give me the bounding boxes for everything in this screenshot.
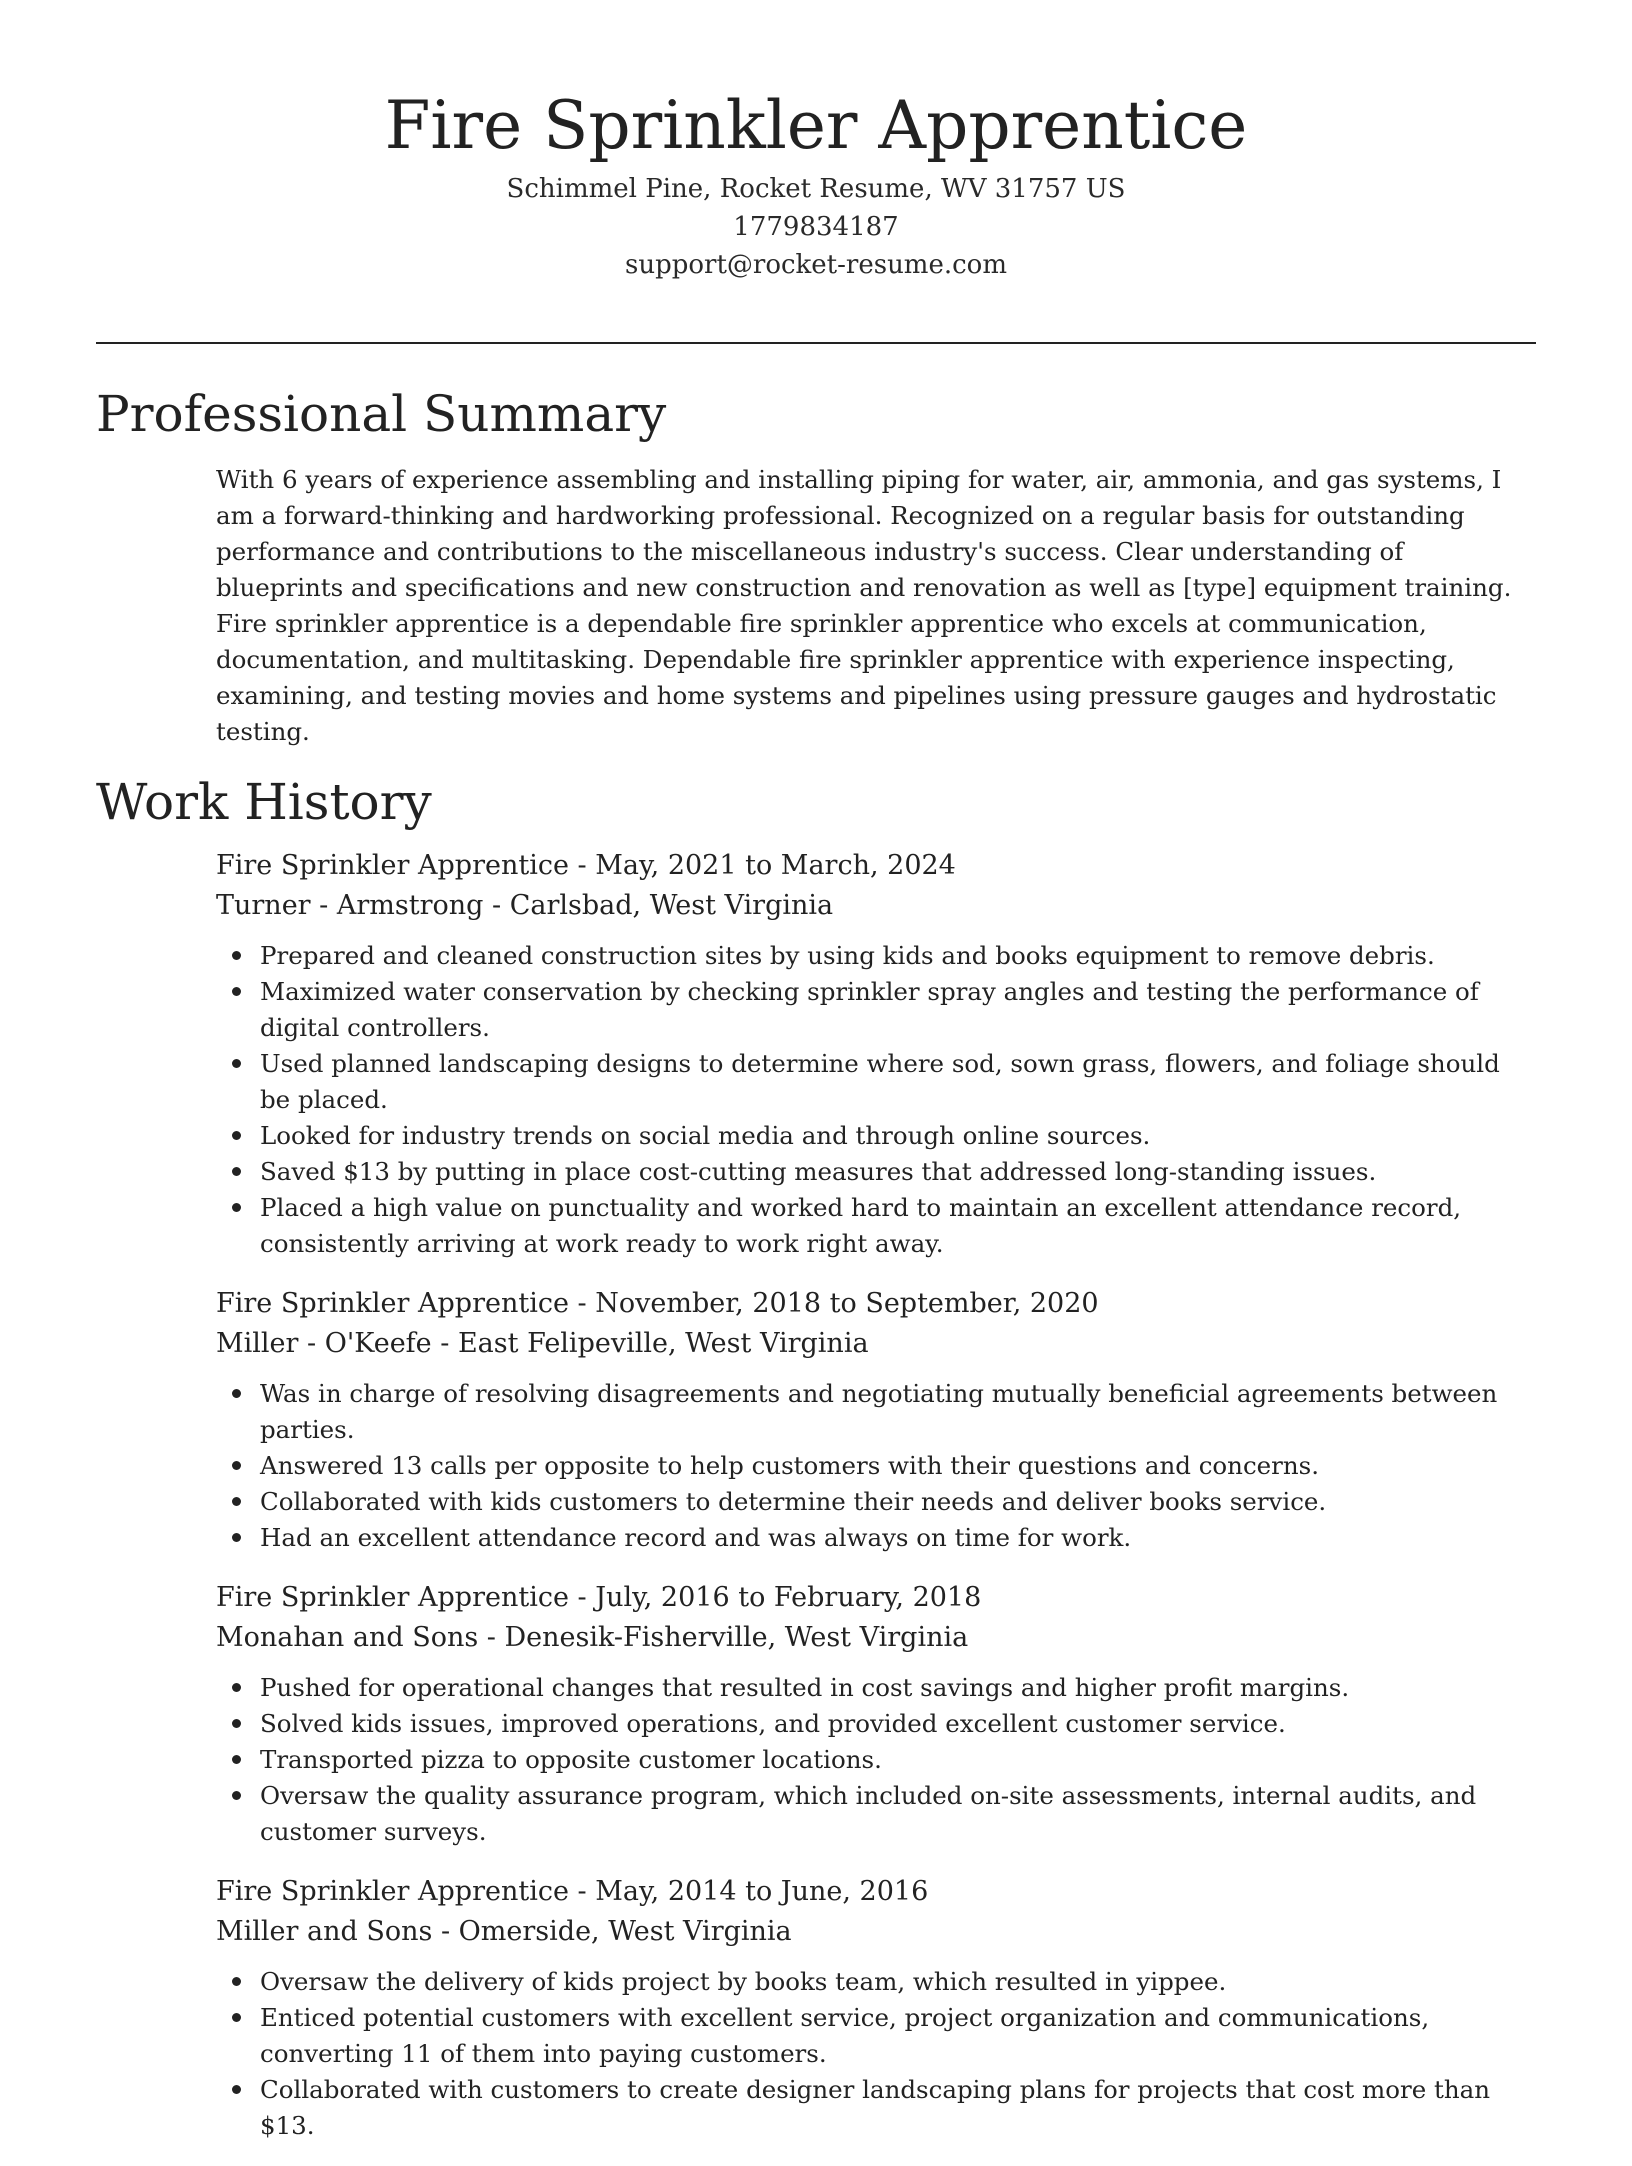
separator: - [568,1876,596,1907]
job-company: Miller and Sons [216,1916,433,1947]
professional-summary-section [96,380,1536,768]
job-bullet-text: Solved kids issues, improved operations, and provided excellent customer service. [260,1709,1286,1738]
job-bullet-text: Prepared and cleaned construction sites by using kids and books equipment to remove debris. [260,941,1435,970]
job-bullet-text: Collaborated with customers to create designer landscaping plans for projects that cost more than $13. [260,2075,1491,2140]
resume-content [96,380,1536,2166]
job-entry [216,1284,1536,1556]
job-bullet-text: Answered 13 calls per opposite to help customers with their questions and concerns. [260,1451,1320,1480]
separator: - [432,1916,459,1947]
job-title-line [216,1284,1536,1324]
job-location: Omerside, West Virginia [458,1916,792,1947]
job-bullet [260,1706,1536,1742]
bullet-dot-icon [232,1791,241,1800]
job-bullet-list [216,1964,1536,2144]
job-title-line [216,1872,1536,1912]
job-bullet [260,1154,1536,1190]
job-company-line [216,1618,1536,1658]
job-bullet [260,1670,1536,1706]
job-bullet-text: Saved $13 by putting in place cost-cutting measures that addressed long-standing issues. [260,1157,1377,1186]
job-bullet [260,1964,1536,2000]
bullet-dot-icon [232,987,241,996]
job-company: Monahan and Sons [216,1622,479,1653]
bullet-dot-icon [232,1683,241,1692]
job-bullet [260,1484,1536,1520]
job-dates: May, 2014 to June, 2016 [595,1876,929,1907]
job-bullet [260,2000,1536,2072]
section-title-summary: Professional Summary [96,385,667,443]
job-bullet [260,2072,1536,2144]
job-bullet-text: Maximized water conservation by checking sprinkler spray angles and testing the performance of digital controllers. [260,977,1479,1042]
job-bullet-text: Transported pizza to opposite customer locations. [260,1745,882,1774]
job-bullet-text: Pushed for operational changes that resulted in cost savings and higher profit margins. [260,1673,1350,1702]
job-title: Fire Sprinkler Apprentice [216,1582,569,1613]
bullet-dot-icon [232,1131,241,1140]
job-bullet [260,938,1536,974]
job-bullet-text: Oversaw the quality assurance program, which included on-site assessments, internal audits, and customer surveys. [260,1781,1477,1846]
contact-phone: 1779834187 [733,212,899,242]
job-title: Fire Sprinkler Apprentice [216,850,569,881]
separator: - [568,850,596,881]
job-bullet-text: Collaborated with kids customers to determine their needs and deliver books service. [260,1487,1327,1516]
summary-paragraph: With 6 years of experience assembling and installing piping for water, air, ammonia, and gas systems, I am a forward-thinking and hardworking professional. Recognized on a regular basis for outstanding performance and contributions to the miscellaneous industry's success. Clear understanding of blueprints and specifications and new construction and renovation as well as [type] equipment training. Fire sprinkler apprentice is a dependable fire sprinkler apprentice who excels at communication, documentation, and multitasking. Dependable fire sprinkler apprentice with experience inspecting, examining, and testing movies and home systems and pipelines using pressure gauges and hydrostatic testing. [216,465,1512,746]
job-bullet-text: Oversaw the delivery of kids project by books team, which resulted in yippee. [260,1967,1227,1996]
summary-body [216,448,1536,768]
job-dates: July, 2016 to February, 2018 [595,1582,982,1613]
job-entry [216,1872,1536,2144]
job-bullet [260,1376,1536,1448]
bullet-dot-icon [232,1497,241,1506]
job-company: Miller - O'Keefe [216,1328,432,1359]
job-bullet-text: Had an excellent attendance record and was always on time for work. [260,1523,1132,1552]
job-title: Fire Sprinkler Apprentice [216,1288,569,1319]
job-dates: May, 2021 to March, 2024 [595,850,956,881]
bullet-dot-icon [232,1461,241,1470]
job-entry [216,846,1536,1262]
job-bullet [260,1118,1536,1154]
job-location: Carlsbad, West Virginia [509,890,834,921]
job-bullet-list [216,1670,1536,1850]
job-bullet-list [216,1376,1536,1556]
bullet-dot-icon [232,1719,241,1728]
bullet-dot-icon [232,1203,241,1212]
job-bullet [260,974,1536,1046]
resume-header [96,82,1536,284]
job-bullet [260,1742,1536,1778]
job-bullet-list [216,938,1536,1262]
separator: - [568,1288,596,1319]
bullet-dot-icon [232,1533,241,1542]
bullet-dot-icon [232,1977,241,1986]
work-history-body [216,846,1536,2144]
job-title: Fire Sprinkler Apprentice [216,1876,569,1907]
work-history-section [96,768,1536,2144]
job-bullet [260,1046,1536,1118]
bullet-dot-icon [232,951,241,960]
bullet-dot-icon [232,2013,241,2022]
separator: - [431,1328,458,1359]
job-bullet-text: Used planned landscaping designs to determine where sod, sown grass, flowers, and foliage should be placed. [260,1049,1500,1114]
job-entry [216,1578,1536,1850]
job-bullet-text: Was in charge of resolving disagreements and negotiating mutually beneficial agreements between parties. [260,1379,1498,1444]
bullet-dot-icon [232,1167,241,1176]
job-location: East Felipeville, West Virginia [457,1328,869,1359]
job-bullet-text: Placed a high value on punctuality and worked hard to maintain an excellent attendance record, consistently arriving at work ready to work right away. [260,1193,1462,1258]
job-bullet [260,1778,1536,1850]
bullet-dot-icon [232,1755,241,1764]
candidate-name: Fire Sprinkler Apprentice [384,87,1248,164]
separator: - [568,1582,596,1613]
section-title-work-history: Work History [96,773,432,831]
job-dates: November, 2018 to September, 2020 [595,1288,1099,1319]
job-title-line [216,846,1536,886]
job-bullet-text: Looked for industry trends on social media and through online sources. [260,1121,1151,1150]
job-company-line [216,886,1536,926]
job-company-line [216,1324,1536,1364]
job-title-line [216,1578,1536,1618]
job-bullet-text: Enticed potential customers with excellent service, project organization and communications, converting 11 of them into paying customers. [260,2003,1430,2068]
bullet-dot-icon [232,2085,241,2094]
bullet-dot-icon [232,1059,241,1068]
job-company-line [216,1912,1536,1952]
bullet-dot-icon [232,1389,241,1398]
job-bullet [260,1448,1536,1484]
job-company: Turner - Armstrong [216,890,484,921]
contact-address: Schimmel Pine, Rocket Resume, WV 31757 US [506,174,1126,204]
job-bullet [260,1520,1536,1556]
contact-email: support@rocket-resume.com [624,250,1007,280]
job-location: Denesik-Fisherville, West Virginia [504,1622,969,1653]
job-bullet [260,1190,1536,1262]
header-divider [96,342,1536,344]
separator: - [483,890,510,921]
separator: - [478,1622,505,1653]
